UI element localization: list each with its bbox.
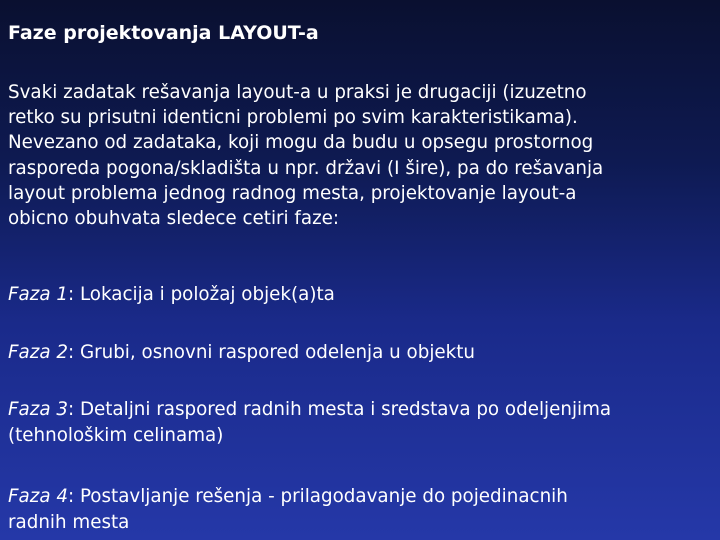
intro-paragraph [8,80,714,231]
phase-item-2 [8,340,475,366]
phase-label: Faza 2 [8,342,68,363]
phase-description: : Lokacija i položaj objek(a)ta [67,284,335,305]
intro-line: Svaki zadatak rešavanja layout-a u praksi je drugaciji (izuzetno [8,82,587,103]
phase-line [8,340,475,366]
phase-item-1 [8,282,335,308]
intro-line: rasporeda pogona/skladišta u npr. državi (I šire), pa do rešavanja [8,157,604,179]
intro-line: Nevezano od zadataka, koji mogu da budu u opsegu prostornog [8,132,594,154]
phase-label: Faza 1 [8,284,68,305]
phase-line [8,484,568,510]
phase-line [8,282,335,308]
phase-label: Faza 4 [8,486,68,507]
phase-item-4 [8,484,568,536]
phase-item-3 [8,397,611,449]
phase-description-continued: (tehnološkim celinama) [8,425,224,446]
phase-line [8,397,611,423]
phase-description: : Grubi, osnovni raspored odelenja u objektu [67,342,475,363]
phase-description: : Detaljni raspored radnih mesta i sredstava po odeljenjima [67,399,612,420]
slide-title: Faze projektovanja LAYOUT-a [8,22,319,44]
phase-label: Faza 3 [8,399,68,420]
phase-description-continued: radnih mesta [8,512,130,533]
intro-line: layout problema jednog radnog mesta, projektovanje layout-a [8,182,577,204]
phase-description: : Postavljanje rešenja - prilagodavanje do pojedinacnih [67,486,568,507]
intro-line: obicno obuhvata sledece cetiri faze: [8,208,340,230]
intro-line: retko su prisutni identicni problemi po svim karakteristikama). [8,107,578,129]
